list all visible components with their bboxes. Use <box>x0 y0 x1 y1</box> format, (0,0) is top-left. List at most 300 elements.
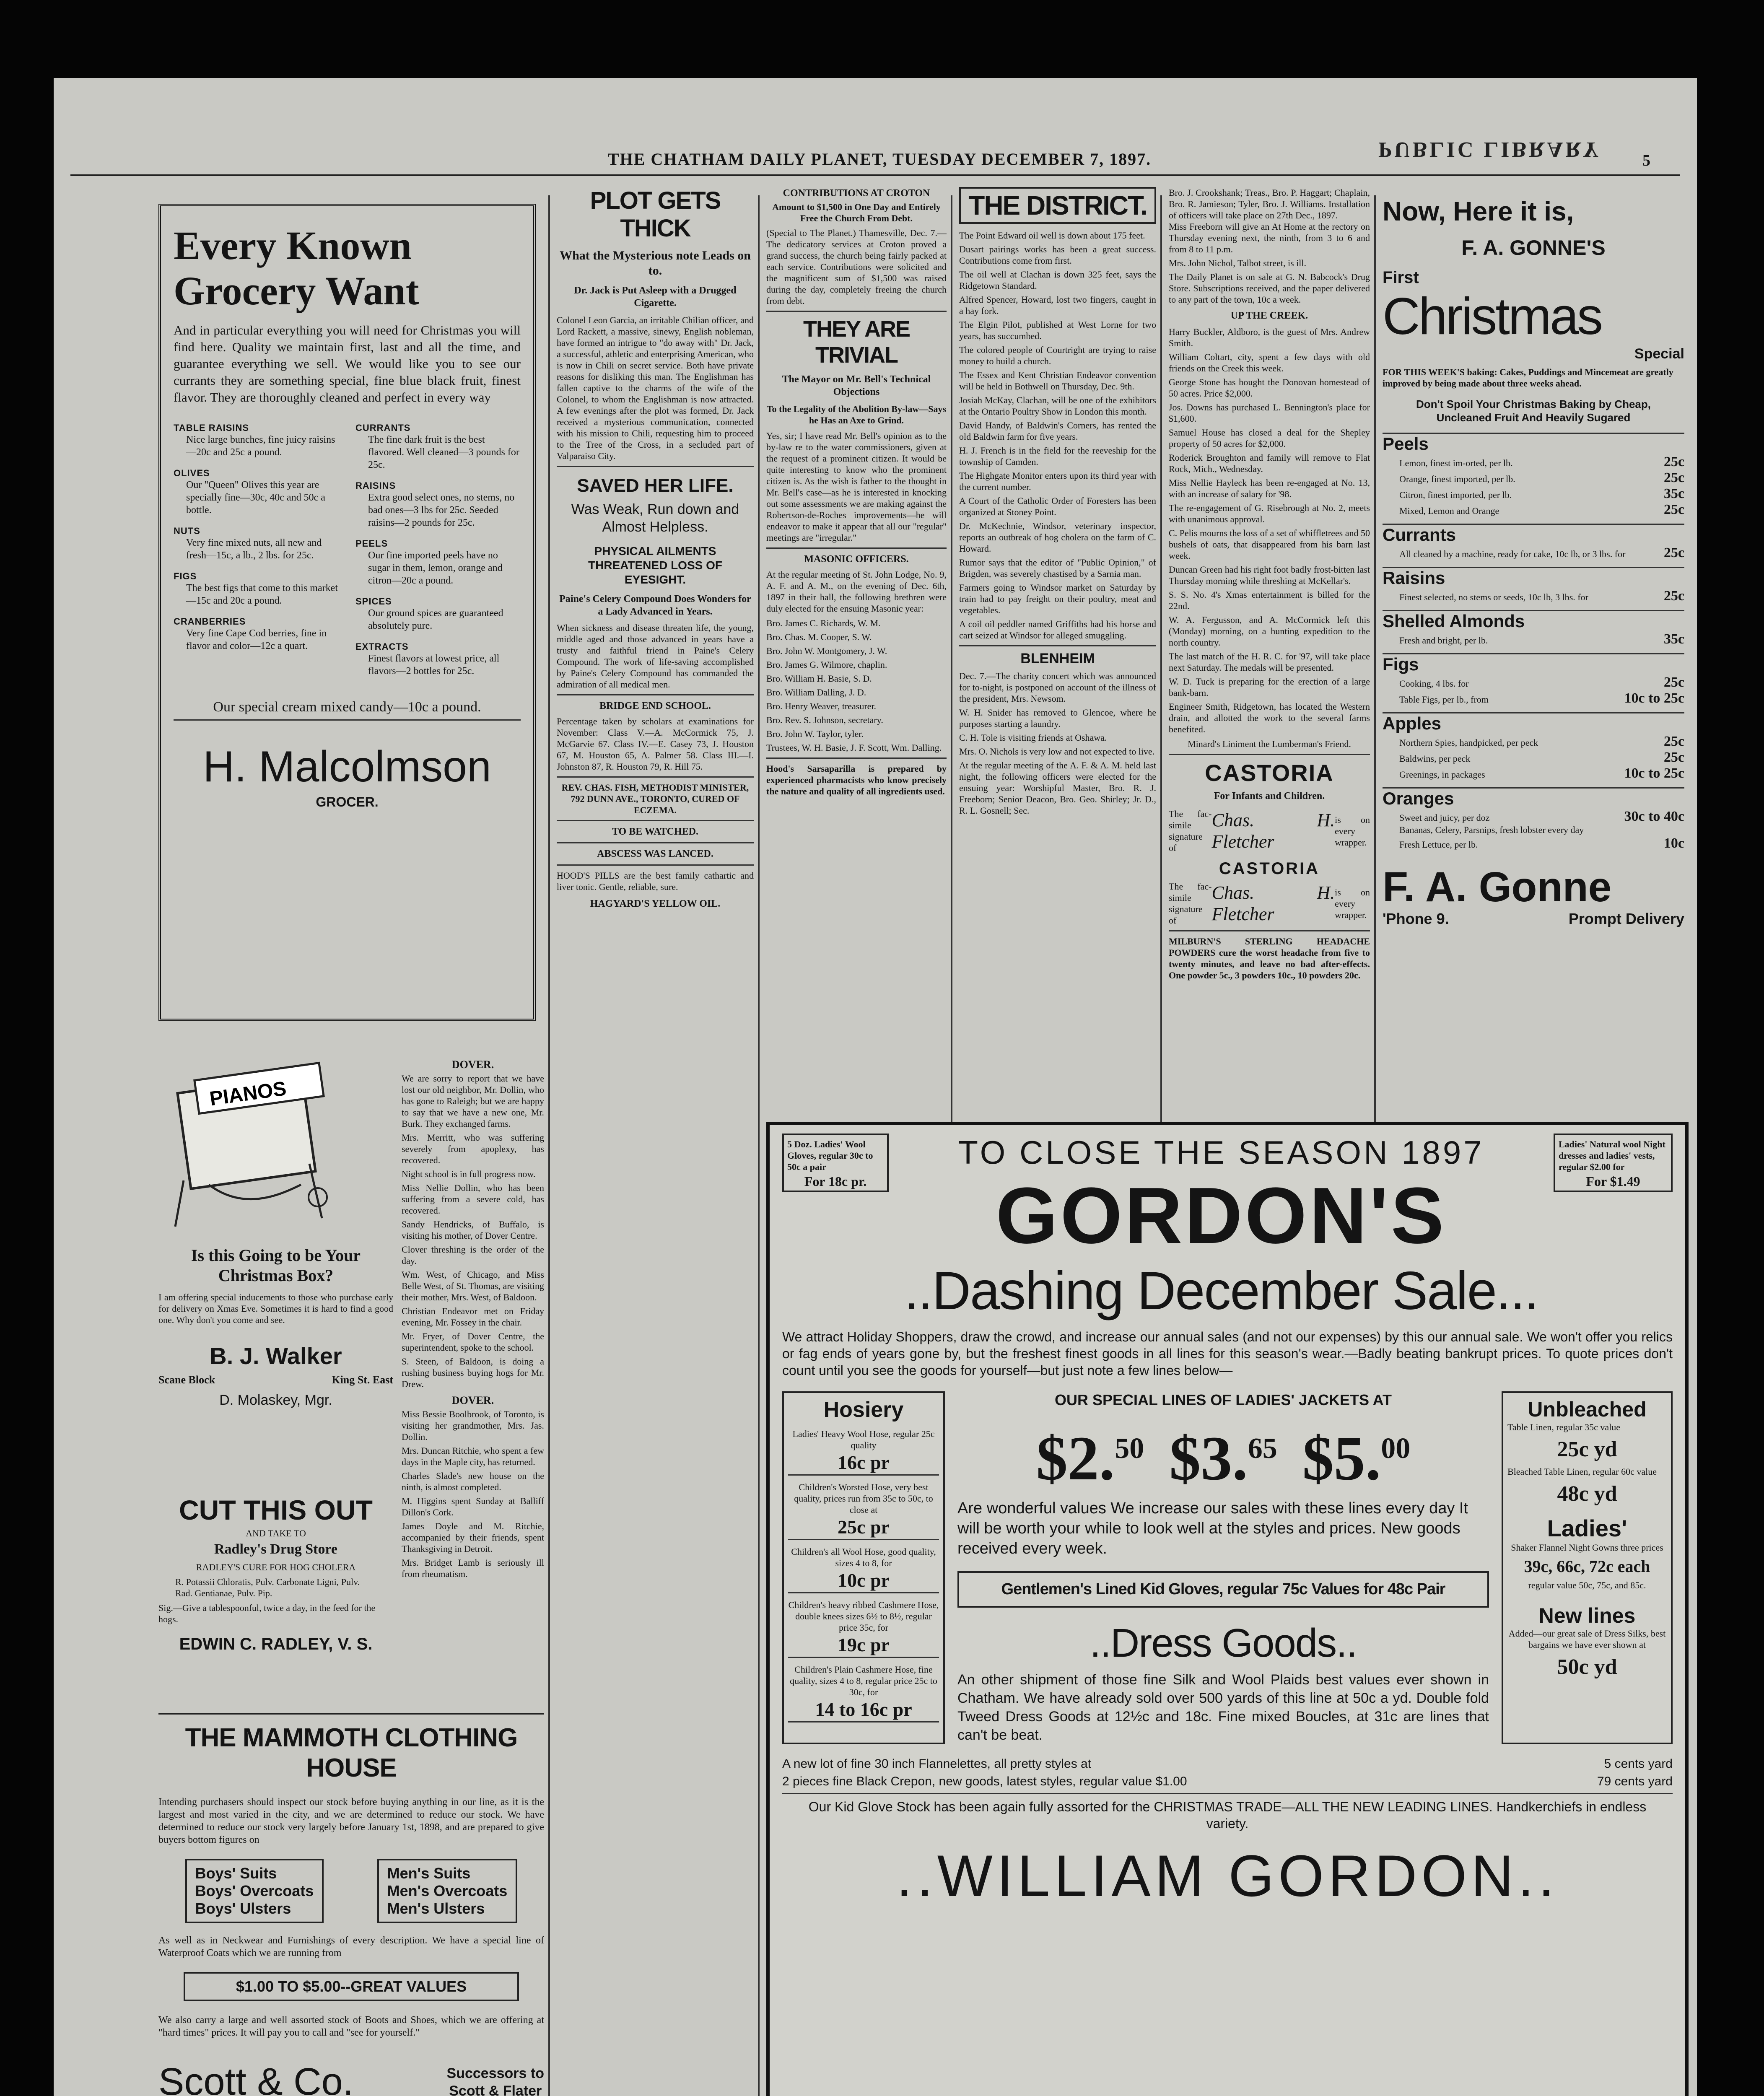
grocery-item <box>355 538 521 587</box>
page-number: 5 <box>1642 152 1650 169</box>
merchant-role: GROCER. <box>316 794 379 809</box>
mens-item: Men's Overcoats <box>387 1882 508 1899</box>
creek-top-items <box>1169 221 1370 305</box>
grocery-item-text: The best figs that come to this market—15c and 20c a pound. <box>186 583 338 606</box>
gonne-phone: 'Phone 9. <box>1383 910 1449 927</box>
masonic-officer: Bro. Rev. S. Johnson, secretary. <box>766 715 883 725</box>
gonne-price-row <box>1383 545 1684 561</box>
gonne-item-label: Finest selected, no stems or seeds, 10c lb, 3 lbs. for <box>1399 592 1588 602</box>
masonic-officer: Bro. William H. Basie, S. D. <box>766 673 872 684</box>
gonne-item-price: 30c to 40c <box>1624 809 1684 824</box>
castoria-title-2: CASTORIA <box>1219 859 1320 878</box>
gloves-text: 5 Doz. Ladies' Wool Gloves, regular 30c to 50c a pair <box>787 1139 873 1172</box>
grocery-items-right <box>355 423 521 687</box>
creek-item: Engineer Smith, Ridgetown, has located the Western drain, and allotted the work to the several farms benefited. <box>1169 701 1370 734</box>
jacket-price-cents: 00 <box>1381 1432 1411 1465</box>
hosiery-item-text: Children's Plain Cashmere Hose, fine quality, sizes 4 to 8, regular price 25c to 30c, for <box>790 1664 937 1697</box>
nightgowns: Shaker Flannel Night Gowns three prices <box>1511 1542 1663 1553</box>
dover-paragraph: Christian Endeavor met on Friday evening, Mr. Fossey in the chair. <box>402 1306 544 1328</box>
gonne-price-row <box>1383 765 1684 781</box>
gonne-item-label: Bananas, Celery, Parsnips, fresh lobster every day <box>1399 825 1584 835</box>
boys-box <box>185 1859 324 1923</box>
gonne-price-row <box>1383 750 1684 765</box>
hosiery-list <box>788 1428 939 1722</box>
district-item: H. J. French is in the field for the reeveship for the township of Camden. <box>959 445 1156 467</box>
milburn-ad: MILBURN'S STERLING HEADACHE POWDERS cure the worst headache from five to twenty minutes, and leave no bad after-effects. One powder 5c., 3 powders 10c., 10 powders 20c. <box>1169 936 1370 981</box>
masonic-body: At the regular meeting of St. John Lodge, No. 9, A. F. and A. M., on the evening of Dec. 6th, 1897 in their hall, the following brethren were duly elected for the ensuing Masonic year: <box>766 569 947 614</box>
grocery-item-text: Nice large bunches, fine juicy raisins—20c and 25c a pound. <box>186 434 335 458</box>
price-25: 25c yd <box>1557 1437 1617 1461</box>
gordon-top-row <box>782 1134 1673 1323</box>
paines-subhead: Paine's Celery Compound Does Wonders for a Lady Advanced in Years. <box>559 594 751 617</box>
gonne-item-price: 25c <box>1663 588 1684 604</box>
croton-body: (Special to The Planet.) Thamesville, Dec. 7.—The dedicatory services at Croton proved a grand success, the church being fairly packed at each service. Contributions were solicited and the magnificent sum of $1,500 was raised during the day, completely freeing the church from debt. <box>766 228 947 306</box>
district-item: Dr. McKechnie, Windsor, veterinary inspector, reports an outbreak of hog cholera on the farm of C. Howard. <box>959 521 1156 554</box>
grocery-item-name: CRANBERRIES <box>174 616 246 627</box>
clothing-lines <box>158 1859 544 1923</box>
district-item: The oil well at Clachan is down 325 feet, says the Ridgetown Standard. <box>959 269 1156 291</box>
rev-headline: REV. CHAS. FISH, METHODIST MINISTER, 792 DUNN AVE., TORONTO, CURED OF ECZEMA. <box>561 782 749 815</box>
creek-item: Jos. Downs has purchased L. Bennington's place for $1,600. <box>1169 402 1370 424</box>
castoria-signature-2: Chas. H. Fletcher <box>1211 882 1335 924</box>
hosiery-item-price: 19c pr <box>788 1633 939 1658</box>
district-item: Alfred Spencer, Howard, lost two fingers, caught in a hay fork. <box>959 294 1156 316</box>
jacket-price <box>1036 1424 1144 1493</box>
saved-headline: SAVED HER LIFE. <box>577 475 734 496</box>
grocery-item-name: FIGS <box>174 571 197 581</box>
blenheim-items <box>959 670 1156 816</box>
gonne-dont-spoil: Don't Spoil Your Christmas Baking by Cheap, Uncleaned Fruit And Heavily Sugared <box>1416 398 1651 424</box>
gonne-item-label: Northern Spies, handpicked, per peck <box>1399 737 1538 748</box>
district-item: The Elgin Pilot, published at West Lorne for two years, has succumbed. <box>959 319 1156 341</box>
blenheim-item: Dec. 7.—The charity concert which was announced for to-night, is postponed on account of the illness of the president, Mrs. Newsom. <box>959 671 1156 704</box>
gonne-firm: F. A. Gonne <box>1383 864 1612 911</box>
castoria-sub: For Infants and Children. <box>1214 791 1325 802</box>
clothing-boots: We also carry a large and well assorted stock of Boots and Shoes, which we are offering at "hard times" prices. It will pay you to call and "see for yourself." <box>158 2015 544 2038</box>
crepon-price: 79 cents yard <box>1597 1774 1673 1788</box>
column-rule <box>951 195 952 1180</box>
gonne-price-row <box>1383 454 1684 470</box>
dover-paragraph: Wm. West, of Chicago, and Miss Belle West, of St. Thomas, are visiting their mother, Mrs. West, of Baldoon. <box>402 1269 544 1302</box>
price-50: 50c yd <box>1557 1655 1617 1679</box>
ladies-box <box>1554 1134 1673 1192</box>
hosiery-box <box>782 1391 945 1744</box>
new-lines-body: Added—our great sale of Dress Silks, best bargains we have ever shown at <box>1508 1628 1666 1650</box>
gordon-season: TO CLOSE THE SEASON 1897 <box>958 1134 1484 1171</box>
dress-goods-body: An other shipment of those fine Silk and Wool Plaids best values ever shown in Chatham. We have already sold over 500 yards of this line at 50c a yd. Double fold Tweed Dress Goods at 12½c and 18c. Fine mixed Boucles, at 31c are lines that can't be beat. <box>957 1672 1489 1743</box>
masonic-officer: Bro. James C. Richards, W. M. <box>766 618 881 628</box>
gonne-item-price: 10c <box>1663 835 1684 851</box>
district-column <box>959 187 1156 1164</box>
masonic-officer: Bro. Chas. M. Cooper, S. W. <box>766 632 872 642</box>
gonne-price-row <box>1383 809 1684 825</box>
gonne-price-row <box>1383 631 1684 647</box>
column-rule <box>1374 195 1376 1180</box>
creek-heading: UP THE CREEK. <box>1230 310 1308 321</box>
district-item: The Highgate Monitor enters upon its third year with the current number. <box>959 470 1156 492</box>
gordon-body <box>782 1391 1673 1744</box>
gordon-title-block <box>889 1134 1554 1323</box>
candy-line: Our special cream mixed candy—10c a pound. <box>213 699 481 715</box>
grocery-item <box>355 641 521 677</box>
gonne-item-price: 25c <box>1663 502 1684 517</box>
masonic-officer: Bro. Henry Weaver, treasurer. <box>766 701 877 711</box>
creek-item: Miss Nellie Hayleck has been re-engaged at No. 13, with an increase of salary for '98. <box>1169 477 1370 499</box>
castoria-signature: Chas. H. Fletcher <box>1211 810 1335 852</box>
gonne-price-row <box>1383 588 1684 604</box>
boys-item: Boys' Ulsters <box>195 1900 291 1917</box>
newspaper-page <box>54 78 1697 2096</box>
bridge-headline: BRIDGE END SCHOOL. <box>599 700 711 711</box>
gordon-signature: ..WILLIAM GORDON.. <box>896 1843 1559 1909</box>
grocery-item-name: CURRANTS <box>355 423 411 433</box>
radley-cure: RADLEY'S CURE FOR HOG CHOLERA <box>196 1562 356 1572</box>
grocery-item-name: PEELS <box>355 538 388 549</box>
masonic-officers <box>766 617 947 753</box>
grocery-item <box>174 571 339 607</box>
gonne-first: First <box>1383 268 1419 287</box>
jacket-price <box>1169 1424 1277 1493</box>
hoods-sarsaparilla: Hood's Sarsaparilla is prepared by experienced pharmacists who know precisely the nature and quality of all ingredients used. <box>766 763 947 796</box>
district-item: A Court of the Catholic Order of Foresters has been organized at Stoney Point. <box>959 495 1156 517</box>
castoria-signature-row-2 <box>1169 881 1370 926</box>
grocery-item-text: Our "Queen" Olives this year are specially fine—30c, 40c and 50c a bottle. <box>186 480 325 516</box>
trivial-body: Yes, sir; I have read Mr. Bell's opinion as to the by-law re to the water commissioners, given at the request of a prominent citizen. It would be quite interesting to know who the prominent citizen is. As the wish is father to the thought in Mr. Bell's case—as he is interested in knocking out some assessments we are making against the Robertson-de-Roches improvements—he will endeavor to make it appear that all our "regular" meetings are "irregular." <box>766 431 947 543</box>
boys-item: Boys' Suits <box>195 1865 277 1882</box>
gordon-ad <box>766 1122 1689 2096</box>
gonne-price-row <box>1383 674 1684 690</box>
gonne-item-label: Orange, finest imported, per lb. <box>1399 474 1515 484</box>
nightgown-prices: 39c, 66c, 72c each <box>1524 1557 1650 1576</box>
gonne-section-title: Peels <box>1383 433 1684 454</box>
gonne-item-label: Fresh Lettuce, per lb. <box>1399 839 1478 850</box>
masonic-officer: Trustees, W. H. Basie, J. F. Scott, Wm. Dalling. <box>766 742 942 753</box>
district-item: Farmers going to Windsor market on Saturday by train had to pay freight on their poultry, meat and vegetables. <box>959 582 1156 615</box>
district-item: The Essex and Kent Christian Endeavor convention will be held in Bothwell on Thursday, Dec. 9th. <box>959 370 1156 392</box>
watched-headline: TO BE WATCHED. <box>612 826 699 837</box>
bridge-body: Percentage taken by scholars at examinations for November: Class V.—A. McCormick 75, J. McGarvie 67. Class IV.—E. Casey 73, J. Houston 67, M. Houston 65, A. Palmer 58. Class III.—I. Johnston 87, R. Houston 79, R. Hill 75. <box>557 716 754 772</box>
radley-headline: CUT THIS OUT <box>179 1495 373 1525</box>
dover-paragraph: We are sorry to report that we have lost our old neighbor, Mr. Dollin, who has gone to Raleigh; but we are happy to say that we have a new one, Mr. Burk. They exchanged farms. <box>402 1073 544 1129</box>
radley-signature: EDWIN C. RADLEY, V. S. <box>179 1635 373 1653</box>
clothing-neckwear: As well as in Neckwear and Furnishings of every description. We have a special line of Waterproof Coats which we are running from <box>158 1935 544 1959</box>
dover-2-paragraph: James Doyle and M. Ritchie, accompanied by their friends, spent Thanksgiving in Detroit. <box>402 1521 544 1554</box>
dover-news <box>402 1059 544 1700</box>
hagyard-headline: HAGYARD'S YELLOW OIL. <box>590 898 721 909</box>
gonne-price-row <box>1383 690 1684 706</box>
abscess-headline: ABSCESS WAS LANCED. <box>597 848 713 859</box>
gonne-item-price: 10c to 25c <box>1624 690 1684 706</box>
gonne-intro: Now, Here it is, <box>1383 196 1574 226</box>
address-right: King St. East <box>332 1374 393 1386</box>
address-left: Scane Block <box>158 1374 215 1386</box>
mens-list <box>387 1865 508 1917</box>
grocery-item-name: RAISINS <box>355 480 396 491</box>
gonne-item-label: Fresh and bright, per lb. <box>1399 635 1488 646</box>
gonne-item-label: Table Figs, per lb., from <box>1399 694 1489 705</box>
walker-address <box>158 1374 393 1386</box>
gonne-price-row <box>1383 470 1684 486</box>
jacket-price-dollars: $5. <box>1302 1424 1381 1493</box>
merchant-name: H. Malcolmson <box>203 742 491 791</box>
blenheim-item: C. H. Tole is visiting friends at Oshawa. <box>959 732 1107 743</box>
plot-subhead: What the Mysterious note Leads on to. <box>560 249 751 278</box>
grocery-item-text: Very fine Cape Cod berries, fine in flavor and color—12c a quart. <box>186 628 327 651</box>
gonne-price-row <box>1383 835 1684 851</box>
walker-manager: D. Molaskey, Mgr. <box>219 1392 332 1408</box>
croton-sub: Amount to $1,500 in One Day and Entirely Free the Church From Debt. <box>772 202 941 223</box>
gonne-price-row <box>1383 486 1684 502</box>
walker-text: I am offering special inducements to those who purchase early for delivery on Xmas Eve. Sometimes it is hard to find a good one. Why don't you come and see. <box>158 1292 393 1325</box>
dover-paragraph: Night school is in full progress now. <box>402 1169 536 1179</box>
gonne-item-label: Mixed, Lemon and Orange <box>1399 506 1499 516</box>
successors-line-1: Successors to <box>446 2065 544 2081</box>
mens-item: Men's Suits <box>387 1865 471 1882</box>
grocery-items <box>174 423 521 687</box>
district-item: A coil oil peddler named Griffiths had his horse and cart seized at Windsor for alleged smuggling. <box>959 619 1156 641</box>
firm-successors <box>447 2065 544 2096</box>
gonne-item-price: 35c <box>1663 486 1684 501</box>
grocery-item <box>174 468 339 516</box>
masonic-officer: Bro. William Dalling, J. D. <box>766 687 866 698</box>
piano-illustration-icon <box>158 1059 360 1235</box>
gonne-special: Special <box>1634 346 1684 362</box>
trivial-column <box>766 187 947 1164</box>
blenheim-item: At the regular meeting of the A. F. & A. M. held last night, the following officers were elected for the ensuing year: Worshipful Master, Bro. R. J. Freeborn; Senior Deacon, Bro. Geo. Shirley; Jr. D., R. L. Gosnell; Sec. <box>959 760 1156 816</box>
mens-box <box>377 1859 518 1923</box>
jacket-price <box>1302 1424 1411 1493</box>
gonne-ad <box>1383 187 1684 1164</box>
creek-item: William Coltart, city, spent a few days with old friends on the Creek this week. <box>1169 352 1370 374</box>
gonne-item-price: 25c <box>1663 734 1684 749</box>
dover-2-heading: DOVER. <box>451 1394 494 1406</box>
creek-item: W. A. Fergusson, and A. McCormick left this (Monday) morning, on a hunting expedition to the north country. <box>1169 615 1370 648</box>
gonne-item-price: 25c <box>1663 750 1684 765</box>
grocery-item-text: Our fine imported peels have no sugar in them, lemon, orange and citron—20c a pound. <box>368 550 503 586</box>
gonne-delivery: Prompt Delivery <box>1568 910 1684 927</box>
grocery-item <box>355 423 521 471</box>
dover-paragraphs <box>402 1073 544 1390</box>
gonne-price-row <box>1383 734 1684 750</box>
dover-2-paragraph: M. Higgins spent Sunday at Balliff Dillon's Cork. <box>402 1496 544 1518</box>
creek-item: Samuel House has closed a deal for the Shepley property of 50 acres for $2,000. <box>1169 427 1370 449</box>
dover-paragraph: Mr. Fryer, of Dover Centre, the superintendent, spoke to the school. <box>402 1331 544 1353</box>
gordon-center <box>957 1391 1489 1744</box>
library-stamp: PUBLIC LIBRARY <box>1378 137 1601 161</box>
creek-item: The re-engagement of G. Risebrough at No. 2, meets with unanimous approval. <box>1169 503 1370 524</box>
dover-2-paragraph: Miss Bessie Boolbrook, of Toronto, is visiting her grandmother, Mrs. Jas. Dollin. <box>402 1409 544 1442</box>
gonne-firm-caps: F. A. GONNE'S <box>1461 236 1606 259</box>
creek-items <box>1169 326 1370 735</box>
gonne-item-price: 25c <box>1663 545 1684 560</box>
gonne-item-label: All cleaned by a machine, ready for cake, 10c lb, or 3 lbs. for <box>1399 549 1626 559</box>
successors-line-2: Scott & Flater <box>449 2083 542 2096</box>
radley-directions: Sig.—Give a tablespoonful, twice a day, in the feed for the hogs. <box>158 1603 376 1624</box>
grocery-item-name: OLIVES <box>174 468 210 478</box>
creek-top: Bro. J. Crookshank; Treas., Bro. P. Haggart; Chaplain, Bro. R. Jamieson; Tyler, Bro. J. Williams. Installation of officers will take place on 27th Dec., 1897. <box>1169 187 1370 220</box>
croton-heading: CONTRIBUTIONS AT CROTON <box>783 188 930 199</box>
radley-store: Radley's Drug Store <box>214 1541 338 1557</box>
grocery-item-name: EXTRACTS <box>355 641 409 652</box>
grocery-item-name: SPICES <box>355 596 392 607</box>
gonne-section-title: Figs <box>1383 653 1684 674</box>
gloves-price: For 18c pr. <box>804 1174 867 1189</box>
gonne-section-title: Shelled Almonds <box>1383 610 1684 631</box>
district-item: David Handy, of Baldwin's Corners, has rented the old Baldwin farm for five years. <box>959 420 1156 442</box>
district-item: Dusart pairings works has been a great success. Contributions come from first. <box>959 244 1156 266</box>
creek-item: C. Pelis mourns the loss of a set of whiffletrees and 50 bushels of oats, that disappeared from his barn last week. <box>1169 528 1370 561</box>
hosiery-item-text: Ladies' Heavy Wool Hose, regular 25c quality <box>792 1429 935 1450</box>
jackets-body: Are wonderful values We increase our sales with these lines every day It will be worth your while to look well at the styles and prices. New goods received every week. <box>957 1499 1468 1557</box>
crepon-row <box>782 1774 1673 1789</box>
blenheim-item: Mrs. O. Nichols is very low and not expected to live. <box>959 746 1155 757</box>
castoria-is-on-2: is on every wrapper. <box>1335 887 1370 920</box>
grocery-ad <box>158 204 536 1021</box>
creek-item: The last match of the H. R. C. for '97, will take place next Saturday. The medals will be presented. <box>1169 651 1370 673</box>
plot-body: Colonel Leon Garcia, an irritable Chilian officer, and Lord Rackett, a massive, sinewy, English nobleman, have formed an intrigue to "do away with" Dr. Jack, a successful, athletic and enterprising American, who is now in Chili on secret service. Both have private reasons for disliking this man. The Englishman has fallen captive to the charms of the wife of the Colonel, to whom the Englishman is now attracted. A few evenings after the plot was formed, Dr. Jack received a mysterious communication, connected with his mission to Chili, requesting him to proceed to the Tree of the Cross, in a secluded part of Valparaiso City. <box>557 315 754 461</box>
gonne-section-title: Oranges <box>1383 787 1684 809</box>
gonne-item-price: 35c <box>1663 631 1684 647</box>
headline-line-2: Grocery Want <box>174 268 419 313</box>
grocery-item <box>355 480 521 529</box>
new-lines-title: New lines <box>1538 1604 1636 1627</box>
gonne-item-price: 10c to 25c <box>1624 765 1684 781</box>
creek-item: Roderick Broughton and family will remove to Flat Rock, Mich., Wednesday. <box>1169 452 1370 474</box>
clothing-intro: Intending purchasers should inspect our stock before buying anything in our line, as it is the largest and most varied in the city, and we are determined to reduce our stock. We have determined to reduce our stock very largely before January 1st, 1898, and are prepared to give buyers bottom figures on <box>158 1797 544 1845</box>
clothing-headline: THE MAMMOTH CLOTHING HOUSE <box>185 1723 518 1782</box>
grocery-item-name: NUTS <box>174 526 200 536</box>
gonne-item-label: Greenings, in packages <box>1399 769 1485 780</box>
ladies-title: Ladies' <box>1547 1515 1627 1541</box>
linen-box <box>1502 1391 1673 1744</box>
creek-column <box>1169 187 1370 1164</box>
hosiery-item-price: 10c pr <box>788 1569 939 1593</box>
creek-item: Duncan Green had his right foot badly frost-bitten last Thursday morning while threshing at McKellar's. <box>1169 564 1370 586</box>
creek-item: S. S. No. 4's Xmas entertainment is billed for the 22nd. <box>1169 589 1370 611</box>
gonne-item-label: Cooking, 4 lbs. for <box>1399 678 1469 689</box>
gordon-sale: ..Dashing December Sale... <box>904 1261 1538 1321</box>
grocery-items-left <box>174 423 339 687</box>
gonne-item-label: Citron, finest imported, per lb. <box>1399 490 1512 500</box>
gonne-item-label: Sweet and juicy, per doz <box>1399 812 1490 823</box>
gloves-box <box>782 1134 889 1192</box>
plot-article <box>557 187 754 2096</box>
jackets-heading: OUR SPECIAL LINES OF LADIES' JACKETS AT <box>1055 1391 1392 1409</box>
column-rule <box>1160 195 1162 1180</box>
grocery-item <box>174 616 339 652</box>
dover-paragraph: Miss Nellie Dollin, who has been suffering from a severe cold, has recovered. <box>402 1183 544 1216</box>
flannelettes: A new lot of fine 30 inch Flannelettes, all pretty styles at <box>782 1757 1092 1771</box>
hosiery-item-text: Children's heavy ribbed Cashmere Hose, double knees sizes 6½ to 8½, regular price 35c, for <box>788 1600 939 1633</box>
grocery-intro: And in particular everything you will need for Christmas you will find here. Quality we maintain first, last and all the time, and guarantee everything we sell. We would like you to see our currants they are something special, fine blue black fruit, finest flavor. They are thoroughly cleaned and perfect in every way <box>174 323 521 405</box>
grocery-item <box>355 596 521 632</box>
unbleached-title: Unbleached <box>1528 1398 1647 1421</box>
district-item: Josiah McKay, Clachan, will be one of the exhibitors at the Ontario Poultry Show in London this month. <box>959 395 1156 417</box>
jacket-price-dollars: $2. <box>1036 1424 1115 1493</box>
hoods-pills: HOOD'S PILLS are the best family cathartic and liver tonic. Gentle, reliable, sure. <box>557 870 754 892</box>
hosiery-item-price: 25c pr <box>788 1515 939 1540</box>
creek-top-item: The Daily Planet is on sale at G. N. Babcock's Drug Store. Subscriptions received, and the paper delivered to any part of the town, 10c a week. <box>1169 272 1370 305</box>
jacket-price-dollars: $3. <box>1169 1424 1248 1493</box>
gonne-item-price: 25c <box>1663 454 1684 470</box>
dover-heading: DOVER. <box>451 1059 494 1071</box>
bleached-linen: Bleached Table Linen, regular 60c value <box>1507 1466 1657 1477</box>
district-item: The Point Edward oil well is down about 175 feet. <box>959 230 1145 241</box>
clothing-firm <box>158 2060 544 2096</box>
gonne-baking: FOR THIS WEEK'S baking: Cakes, Puddings and Mincemeat are greatly improved by being made about three weeks ahead. <box>1383 367 1673 389</box>
walker-question: Is this Going to be Your Christmas Box? <box>191 1246 361 1285</box>
hosiery-title: Hosiery <box>823 1398 904 1422</box>
gonne-price-row <box>1383 825 1684 835</box>
plot-subhead-2: Dr. Jack is Put Asleep with a Drugged Cigarette. <box>574 285 737 309</box>
castoria-signature-row <box>1169 808 1370 853</box>
creek-item: Harry Buckler, Aldboro, is the guest of Mrs. Andrew Smith. <box>1169 327 1370 348</box>
blenheim-heading: BLENHEIM <box>1020 651 1095 667</box>
masonic-officer: Bro. John W. Taylor, tyler. <box>766 729 864 739</box>
creek-item: W. D. Tuck is preparing for the erection of a large bank-barn. <box>1169 676 1370 698</box>
grocery-item-text: Our ground spices are guaranteed absolutely pure. <box>368 608 503 631</box>
castoria-facsimile-2: The fac-simile signature of <box>1169 881 1212 926</box>
grocery-item-text: Finest flavors at lowest price, all flavors—2 bottles for 25c. <box>368 653 500 677</box>
paines-body: When sickness and disease threaten life, the young, middle aged and those advanced in years have a trusty and faithful friend in Paine's Celery Compound. The work of life-saving accomplished by Paine's Celery Compound has commanded the admiration of all medical men. <box>557 623 754 690</box>
trivial-sub-2: To the Legality of the Abolition By-law—Says he Has an Axe to Grind. <box>766 404 947 425</box>
kid-glove-line: Our Kid Glove Stock has been again fully assorted for the CHRISTMAS TRADE—ALL THE NEW LEADING LINES. Handkerchiefs in endless variety. <box>808 1799 1647 1831</box>
dover-2-paragraph: Mrs. Duncan Ritchie, who spent a few days in the Maple city, has returned. <box>402 1445 544 1467</box>
dover-paragraph: S. Steen, of Baldoon, is doing a rushing business buying hogs for Mr. Drew. <box>402 1356 544 1389</box>
gonne-contact <box>1383 910 1684 928</box>
piano-sign: PIANOS <box>208 1077 288 1110</box>
dover-2-paragraph: Charles Slade's new house on the ninth, is almost completed. <box>402 1471 544 1492</box>
hosiery-item-price: 14 to 16c pr <box>788 1698 939 1722</box>
gonne-section-title: Apples <box>1383 712 1684 734</box>
gonne-christmas: Christmas <box>1383 288 1602 345</box>
masonic-officer: Bro. John W. Montgomery, J. W. <box>766 646 887 656</box>
creek-top-item: Mrs. John Nichol, Talbot street, is ill. <box>1169 258 1307 268</box>
castoria-title: CASTORIA <box>1205 760 1334 786</box>
dover-paragraph: Clover threshing is the order of the day. <box>402 1244 544 1266</box>
creek-top-item: Miss Freeborn will give an At Home at the rectory on Thursday evening next, the ninth, from 3 to 6 and from 8 to 11 p.m. <box>1169 221 1370 254</box>
price-48: 48c yd <box>1557 1482 1617 1506</box>
ailments-headline: PHYSICAL AILMENTS THREATENED LOSS OF EYESIGHT. <box>588 545 722 586</box>
nightgown-regular: regular value 50c, 75c, and 85c. <box>1528 1580 1646 1590</box>
trivial-headline: THEY ARE TRIVIAL <box>803 316 910 368</box>
clothing-ad <box>158 1713 544 2096</box>
gonne-section-title: Raisins <box>1383 567 1684 588</box>
masonic-officer: Bro. James G. Wilmore, chaplin. <box>766 659 887 670</box>
ladies-price: For $1.49 <box>1586 1174 1640 1189</box>
column-rule <box>758 195 760 2096</box>
gloves-line: Gentlemen's Lined Kid Gloves, regular 75c Values for 48c Pair <box>957 1571 1489 1608</box>
radley-line: AND TAKE TO <box>246 1528 306 1538</box>
gordon-intro: We attract Holiday Shoppers, draw the crowd, and increase our annual sales (and not our expenses) by this our annual sale. We won't offer you relics or fag ends of years gone by, but the freshest finest goods in all lines for this season's wear.—Badly beating bankrupt prices. To quote prices don't count until you see the goods for yourself—but just note a few lines below— <box>782 1329 1673 1378</box>
column-rule <box>548 195 550 2096</box>
gonne-item-price: 25c <box>1663 470 1684 485</box>
gonne-item-price: 25c <box>1663 674 1684 690</box>
minards-line: Minard's Liniment the Lumberman's Friend. <box>1188 739 1351 749</box>
trivial-sub: The Mayor on Mr. Bell's Technical Objections <box>782 374 931 397</box>
radley-ad <box>158 1495 393 1688</box>
mens-item: Men's Ulsters <box>387 1900 485 1917</box>
boys-item: Boys' Overcoats <box>195 1882 314 1899</box>
blenheim-item: W. H. Snider has removed to Glencoe, where he purposes starting a laundry. <box>959 707 1156 729</box>
grocery-item <box>174 526 339 562</box>
grocery-item <box>174 423 339 459</box>
gonne-section-title: Currants <box>1383 524 1684 545</box>
header-rule <box>70 174 1680 176</box>
gordon-name: GORDON'S <box>996 1171 1447 1260</box>
grocery-item-text: Extra good select ones, no stems, no bad ones—3 lbs for 25c. Seeded raisins—2 pounds for 25c. <box>368 492 515 528</box>
crepon: 2 pieces fine Black Crepon, new goods, latest styles, regular value $1.00 <box>782 1774 1187 1788</box>
